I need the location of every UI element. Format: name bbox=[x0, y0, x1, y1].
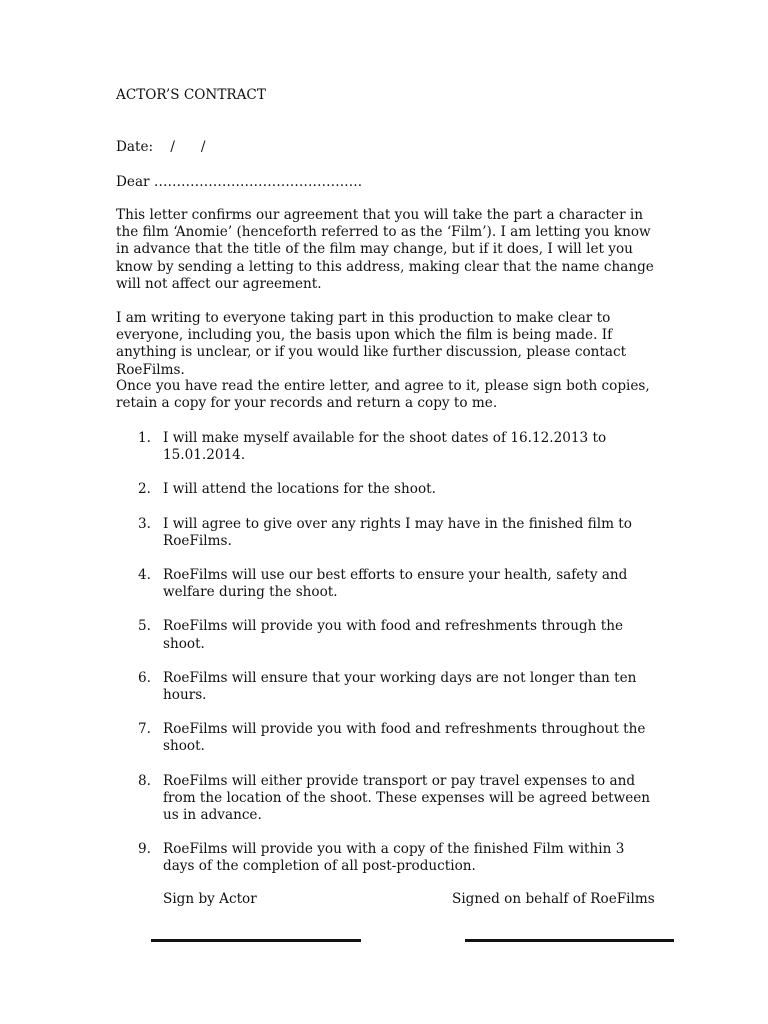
company-signature-label: Signed on behalf of RoeFilms bbox=[452, 891, 655, 907]
company-signature-line bbox=[465, 939, 674, 942]
item-number: 5. bbox=[138, 618, 151, 635]
document-title: ACTOR’S CONTRACT bbox=[116, 87, 266, 103]
item-number: 4. bbox=[138, 567, 151, 584]
item-number: 9. bbox=[138, 841, 151, 858]
item-text: RoeFilms will provide you with food and refreshments through the shoot. bbox=[163, 618, 624, 652]
item-text: RoeFilms will provide you with food and refreshments throughout the shoot. bbox=[163, 721, 646, 755]
list-item bbox=[116, 841, 656, 875]
terms-list bbox=[116, 430, 656, 893]
item-text: I will agree to give over any rights I may have in the finished film to RoeFilms. bbox=[163, 515, 632, 549]
purpose-paragraph: I am writing to everyone taking part in this production to make clear to everyone, including you, the basis upon which the film is being made. If anything is unclear, or if you would like further discussion, please contact RoeFilms. bbox=[116, 310, 627, 378]
intro-paragraph: This letter confirms our agreement that you will take the part a character in the film ‘Anomie’ (henceforth referred to as the ‘Film’). I am letting you know in advance that the title of the film may change, but if it does, I will let you know by sending a letting to this address, making clear that the name change will not affect our agreement. bbox=[116, 207, 654, 292]
actor-signature-line bbox=[151, 939, 361, 942]
list-item bbox=[116, 516, 656, 550]
list-item bbox=[116, 618, 656, 652]
list-item bbox=[116, 721, 656, 755]
salutation-line: Dear ………………………………………. bbox=[116, 174, 363, 190]
item-number: 7. bbox=[138, 721, 151, 738]
list-item bbox=[116, 670, 656, 704]
item-text: I will attend the locations for the shoot. bbox=[163, 481, 436, 498]
actor-signature-label: Sign by Actor bbox=[163, 891, 257, 907]
instructions-paragraph: Once you have read the entire letter, and agree to it, please sign both copies, retain a copy for your records and return a copy to me. bbox=[116, 378, 650, 412]
list-item bbox=[116, 567, 656, 601]
item-number: 3. bbox=[138, 515, 151, 532]
item-text: RoeFilms will use our best efforts to ensure your health, safety and welfare during the shoot. bbox=[163, 567, 628, 601]
item-text: I will make myself available for the shoot dates of 16.12.2013 to 15.01.2014. bbox=[163, 430, 607, 464]
list-item bbox=[116, 430, 656, 464]
item-number: 8. bbox=[138, 772, 151, 789]
item-number: 2. bbox=[138, 481, 151, 498]
item-number: 1. bbox=[138, 430, 151, 446]
item-number: 6. bbox=[138, 669, 151, 686]
item-text: RoeFilms will either provide transport or pay travel expenses to and from the location of the shoot. These expenses will be agreed between us in advance. bbox=[163, 772, 651, 824]
list-item bbox=[116, 481, 656, 498]
item-text: RoeFilms will provide you with a copy of the finished Film within 3 days of the completion of all post-production. bbox=[163, 841, 625, 875]
item-text: RoeFilms will ensure that your working days are not longer than ten hours. bbox=[163, 669, 637, 704]
list-item bbox=[116, 773, 656, 825]
date-line: Date: / / bbox=[116, 139, 206, 155]
